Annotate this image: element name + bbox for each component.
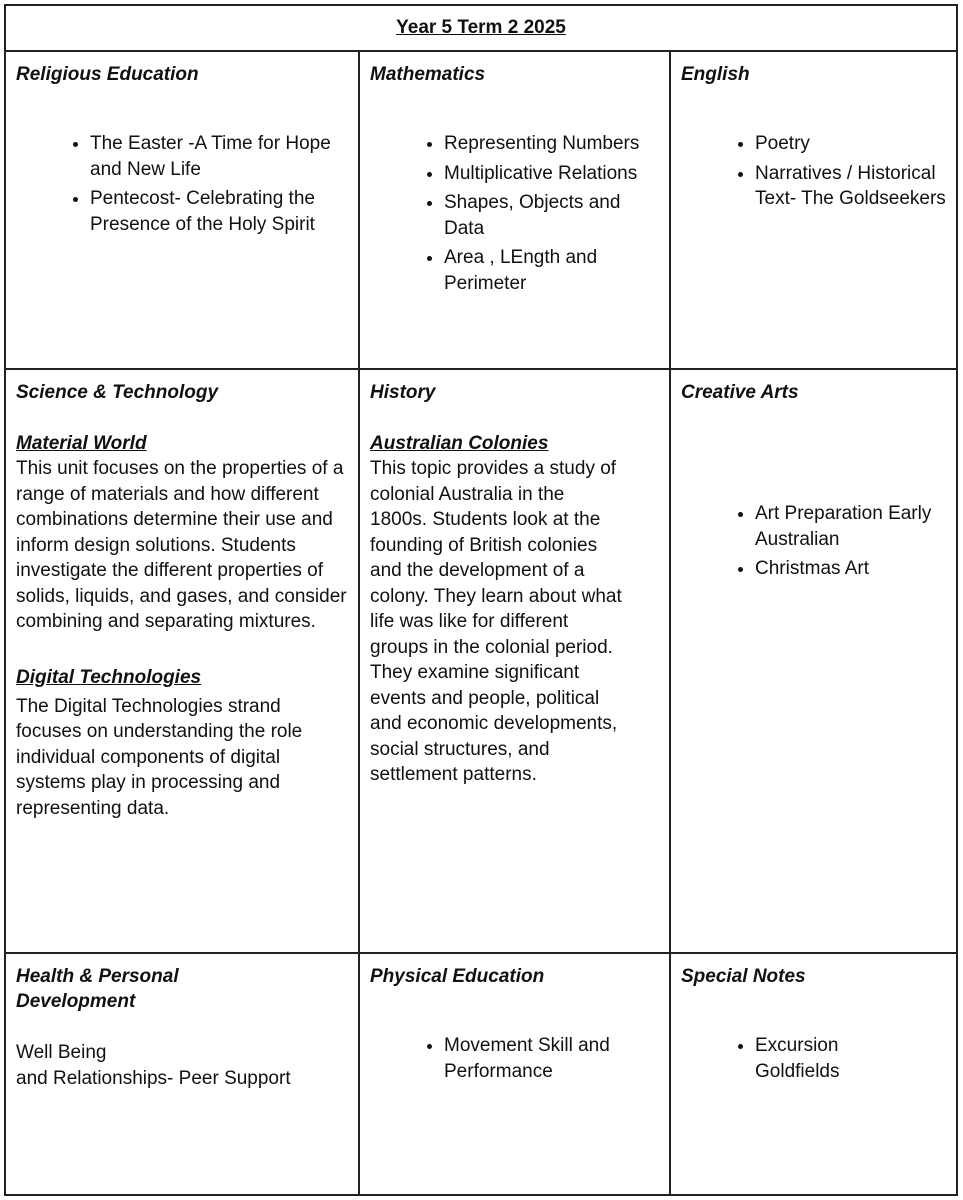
list-item: • Art Preparation Early Australian — [755, 501, 946, 552]
term-overview-table — [4, 4, 958, 1196]
topic-list — [681, 131, 946, 212]
unit-description: The Digital Technologies strand focuses on understanding the role individual components of digital systems play in processing and representing data. — [16, 695, 303, 819]
unit-description: and Relationships- Peer Support — [16, 1067, 291, 1089]
cell-heading: History — [370, 382, 436, 403]
list-item: • Narratives / Historical Text- The Goldseekers — [755, 161, 946, 212]
cell-religious-education — [6, 52, 358, 368]
cell-heading: Religious Education — [16, 64, 199, 85]
topic-list — [370, 1033, 659, 1084]
cell-science-technology — [6, 370, 358, 952]
cell-heading: English — [681, 64, 750, 85]
unit-title: Digital Technologies — [16, 666, 202, 688]
topic-list — [681, 1033, 946, 1084]
list-item: • Area , LEngth and Perimeter — [444, 245, 659, 296]
list-item: • Pentecost- Celebrating the Presence of the Holy Spirit — [90, 186, 348, 237]
cell-heading: Creative Arts — [681, 382, 799, 403]
cell-creative-arts — [671, 370, 956, 952]
page-title: Year 5 Term 2 2025 — [6, 6, 956, 52]
list-item: • Excursion Goldfields — [755, 1033, 865, 1084]
unit-title: Material World — [16, 433, 147, 454]
cell-english — [671, 52, 956, 368]
topic-list — [370, 131, 659, 296]
list-item: • Representing Numbers — [444, 131, 659, 157]
list-item: • Poetry — [755, 131, 946, 157]
unit-description: This topic provides a study of colonial Australia in the 1800s. Students look at the founding of British colonies and the development of a colony. They learn about what life was like for different groups in the colonial period. They examine significant events and people, political and economic developments, social structures, and settlement patterns. — [370, 458, 622, 785]
topic-list — [681, 501, 946, 582]
list-item: • The Easter -A Time for Hope and New Life — [90, 131, 348, 182]
cell-health-personal-development — [6, 954, 306, 1194]
cell-mathematics — [360, 52, 669, 368]
cell-special-notes — [671, 954, 956, 1194]
list-item: • Shapes, Objects and Data — [444, 190, 659, 241]
cell-physical-education — [360, 954, 669, 1194]
list-item: • Movement Skill and Performance — [444, 1033, 614, 1084]
cell-heading: Special Notes — [681, 966, 806, 987]
unit-description: Well Being — [16, 1042, 107, 1063]
cell-heading: Health & Personal Development — [16, 966, 179, 1012]
cell-heading: Physical Education — [370, 966, 545, 987]
cell-heading: Science & Technology — [16, 382, 219, 403]
list-item: • Christmas Art — [755, 556, 946, 582]
cell-heading: Mathematics — [370, 64, 486, 85]
cell-history — [360, 370, 632, 952]
list-item: • Multiplicative Relations — [444, 161, 659, 187]
topic-list — [16, 131, 348, 237]
unit-description: This unit focuses on the properties of a range of materials and how different combinations determine their use and inform design solutions. Students investigate the different properties of solids, liquids, and gases, and consider combining and separating mixtures. — [16, 458, 347, 632]
unit-title: Australian Colonies — [370, 433, 549, 454]
